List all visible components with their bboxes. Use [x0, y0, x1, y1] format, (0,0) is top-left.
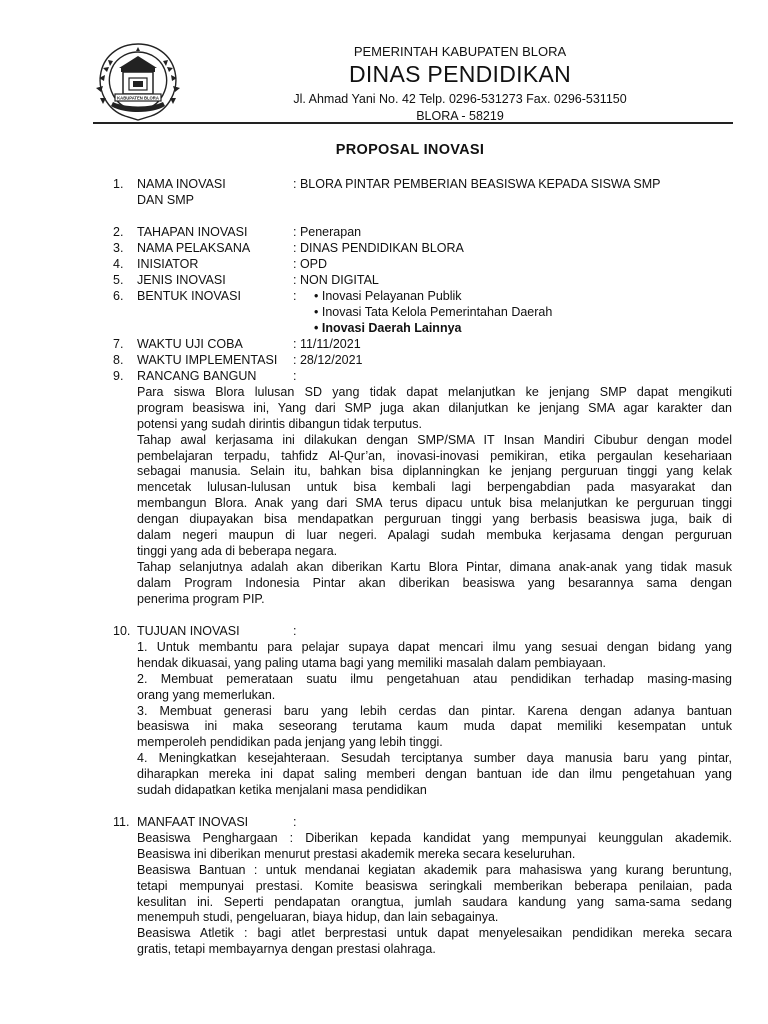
item-label: TAHAPAN INOVASI [137, 225, 248, 239]
letterhead [200, 44, 720, 125]
paragraph-line: Tahap awal kerjasama ini dilakukan dengan SMP/SMA IT Insan Mandiri Cibubur dengan model [137, 432, 732, 447]
item-value: : Penerapan [293, 225, 362, 239]
paragraph-line: 4. Meningkatkan kesejahteraan. Sesudah terciptanya sumber daya manusia baru yang pintar, [137, 751, 732, 766]
item-number: 10. [113, 624, 131, 638]
letterhead-divider [93, 122, 733, 124]
item-value: : [293, 369, 297, 383]
item-label: WAKTU UJI COBA [137, 337, 243, 351]
paragraph-line: potensi yang sudah dirintis dibangun tidak terputus. [137, 416, 422, 431]
manfaat-paragraph [137, 831, 732, 958]
rancang-bangun-paragraph [137, 385, 732, 607]
paragraph-line: 1. Untuk membantu para pelajar supaya dapat mencari ilmu yang sesuai dengan bidang yang [137, 640, 732, 654]
paragraph-line: dengan diupayakan bisa mendapatkan perguruan tinggi yang berbasis beasiswa juga, baik di [137, 512, 732, 527]
item-value: : [293, 815, 297, 829]
item-number: 4. [113, 257, 124, 271]
paragraph-line: memperoleh pendidikan pada jenjang yang lebih tinggi. [137, 735, 443, 750]
item-value: : NON DIGITAL [293, 273, 379, 287]
paragraph-line: sudah didapatkan ketika menjalani masa pendidikan [137, 783, 427, 798]
agency-name: DINAS PENDIDIKAN [348, 61, 572, 87]
paragraph-line: diharapkan mereka ini dapat saling memberi dengan bantuan ide dan ilmu pengetahuan yang [137, 767, 732, 782]
document-title: PROPOSAL INOVASI [335, 142, 485, 158]
paragraph-line: Para siswa Blora lulusan SD yang tidak dapat melanjutkan ke jenjang SMP dapat mengikuti [137, 385, 732, 399]
paragraph-line: kesulitan ini. Seperti pendapatan orangtua, jumlah saudara kandung yang sama-sama sedang [137, 894, 732, 909]
item-label: NAMA PELAKSANA [137, 241, 251, 255]
item-number: 8. [113, 353, 124, 367]
paragraph-line: tinggi yang ada di beberapa negara. [137, 543, 338, 558]
item-number: 2. [113, 225, 124, 239]
paragraph-line: Beasiswa Bantuan : untuk mendanai kegiatan akademik para mahasiswa yang kurang beruntung, [137, 862, 732, 877]
paragraph-line: 3. Membuat generasi baru yang lebih cerdas dan pintar. Karena dengan adanya bantuan [137, 703, 732, 718]
crest-motto-text: KABUPATEN BLORA [117, 95, 159, 101]
item-number: 3. [113, 241, 124, 255]
blora-regency-crest-icon [93, 38, 183, 124]
item-value: : [293, 289, 297, 303]
tujuan-list [137, 640, 732, 799]
item-label: JENIS INOVASI [137, 273, 226, 287]
bullet-daerah-lainnya: • Inovasi Daerah Lainnya [314, 321, 462, 335]
government-name: PEMERINTAH KABUPATEN BLORA [353, 44, 567, 59]
paragraph-line: program beasiswa ini, Yang dari SMP juga akan dilanjutkan ke jenjang SMA agar karakter dan [137, 400, 732, 415]
paragraph-line: pembelajaran terpadu, tahfidz Al-Qur’an, inovasi-inovasi pemikiran, etika pergaulan kesehariaan [137, 448, 732, 463]
item-value: : OPD [293, 257, 328, 271]
paragraph-line: Beasiswa ini diberikan menurut prestasi akademik mereka secara keseluruhan. [137, 846, 576, 861]
item-number: 11. [113, 815, 130, 829]
agency-city: BLORA - 58219 [416, 109, 504, 123]
item-label: NAMA INOVASI [137, 177, 226, 191]
bullet-tata-kelola: • Inovasi Tata Kelola Pemerintahan Daerah [314, 305, 553, 319]
paragraph-line: dalam Program Indonesia Pintar akan diberikan beasiswa yang besarannya sama dengan [137, 575, 732, 590]
paragraph-line: mencetak lulusan-lulusan untuk bisa kembali lagi berpengabdian pada masyarakat dan [137, 480, 732, 495]
paragraph-line: dalam negeri maupun di luar negeri. Apalagi sudah membuka kerjasama dengan perguruan [137, 528, 732, 543]
paragraph-line: gratis, tetapi membayarnya dengan prestasi olahraga. [137, 942, 436, 957]
item-number: 5. [113, 273, 124, 287]
paragraph-line: Beasiswa Atletik : bagi atlet berprestasi untuk dapat menyelesaikan pendidikan mereka secara [137, 926, 732, 941]
item-value: : 28/12/2021 [293, 353, 363, 367]
paragraph-line: sebagai manusia. Selain itu, bahkan bisa diplanningkan ke jenjang perguruan tinggi yang kelak [137, 464, 732, 479]
paragraph-line: beasiswa ini maka seseorang terutama kaum muda dapat memiliki kesempatan untuk [137, 719, 732, 734]
paragraph-line: Beasiswa Penghargaan : Diberikan kepada kandidat yang mempunyai keunggulan akademik. [137, 831, 732, 845]
paragraph-line: Tahap selanjutnya adalah akan diberikan Kartu Blora Pintar, dimana anak-anak yang tidak masuk [137, 559, 732, 574]
bullet-pelayanan-publik: • Inovasi Pelayanan Publik [314, 289, 462, 303]
item-number: 9. [113, 369, 124, 383]
paragraph-line: tetapi mempunyai prestasi. Komite beasiswa seringkali memberikan beberapa penilaian, pada [137, 878, 732, 893]
item-value: : 11/11/2021 [293, 337, 361, 351]
item-value-continuation: DAN SMP [137, 193, 194, 207]
paragraph-line: membangun Blora. Anak yang dari SMA terus dipacu untuk bisa melanjutkan ke perguruan tinggi [137, 496, 732, 511]
item-value: : BLORA PINTAR PEMBERIAN BEASISWA KEPADA SISWA SMP [293, 177, 661, 191]
item-label: MANFAAT INOVASI [137, 815, 249, 829]
paragraph-line: menempuh studi, pengeluaran, biaya hidup, dan lain sebagainya. [137, 910, 499, 925]
item-label: TUJUAN INOVASI [137, 624, 240, 638]
paragraph-line: hendak dikuasai, yang paling utama bagi yang memiliki masalah dalam pembiayaan. [137, 655, 607, 670]
paragraph-line: orang yang memerlukan. [137, 687, 276, 702]
item-value: : DINAS PENDIDIKAN BLORA [293, 241, 464, 255]
item-label: INISIATOR [137, 257, 199, 271]
item-label: RANCANG BANGUN [137, 369, 257, 383]
agency-address: Jl. Ahmad Yani No. 42 Telp. 0296-531273 Fax. 0296-531150 [293, 92, 627, 106]
paragraph-line: penerima program PIP. [137, 591, 265, 606]
paragraph-line: 2. Membuat pemerataan suatu ilmu pengetahuan atau pendidikan terhadap masing-masing [137, 671, 732, 686]
item-number: 7. [113, 337, 124, 351]
item-value: : [293, 624, 297, 638]
item-number: 6. [113, 289, 124, 303]
item-number: 1. [113, 177, 124, 191]
item-label: BENTUK INOVASI [137, 289, 241, 303]
item-label: WAKTU IMPLEMENTASI [137, 353, 278, 367]
